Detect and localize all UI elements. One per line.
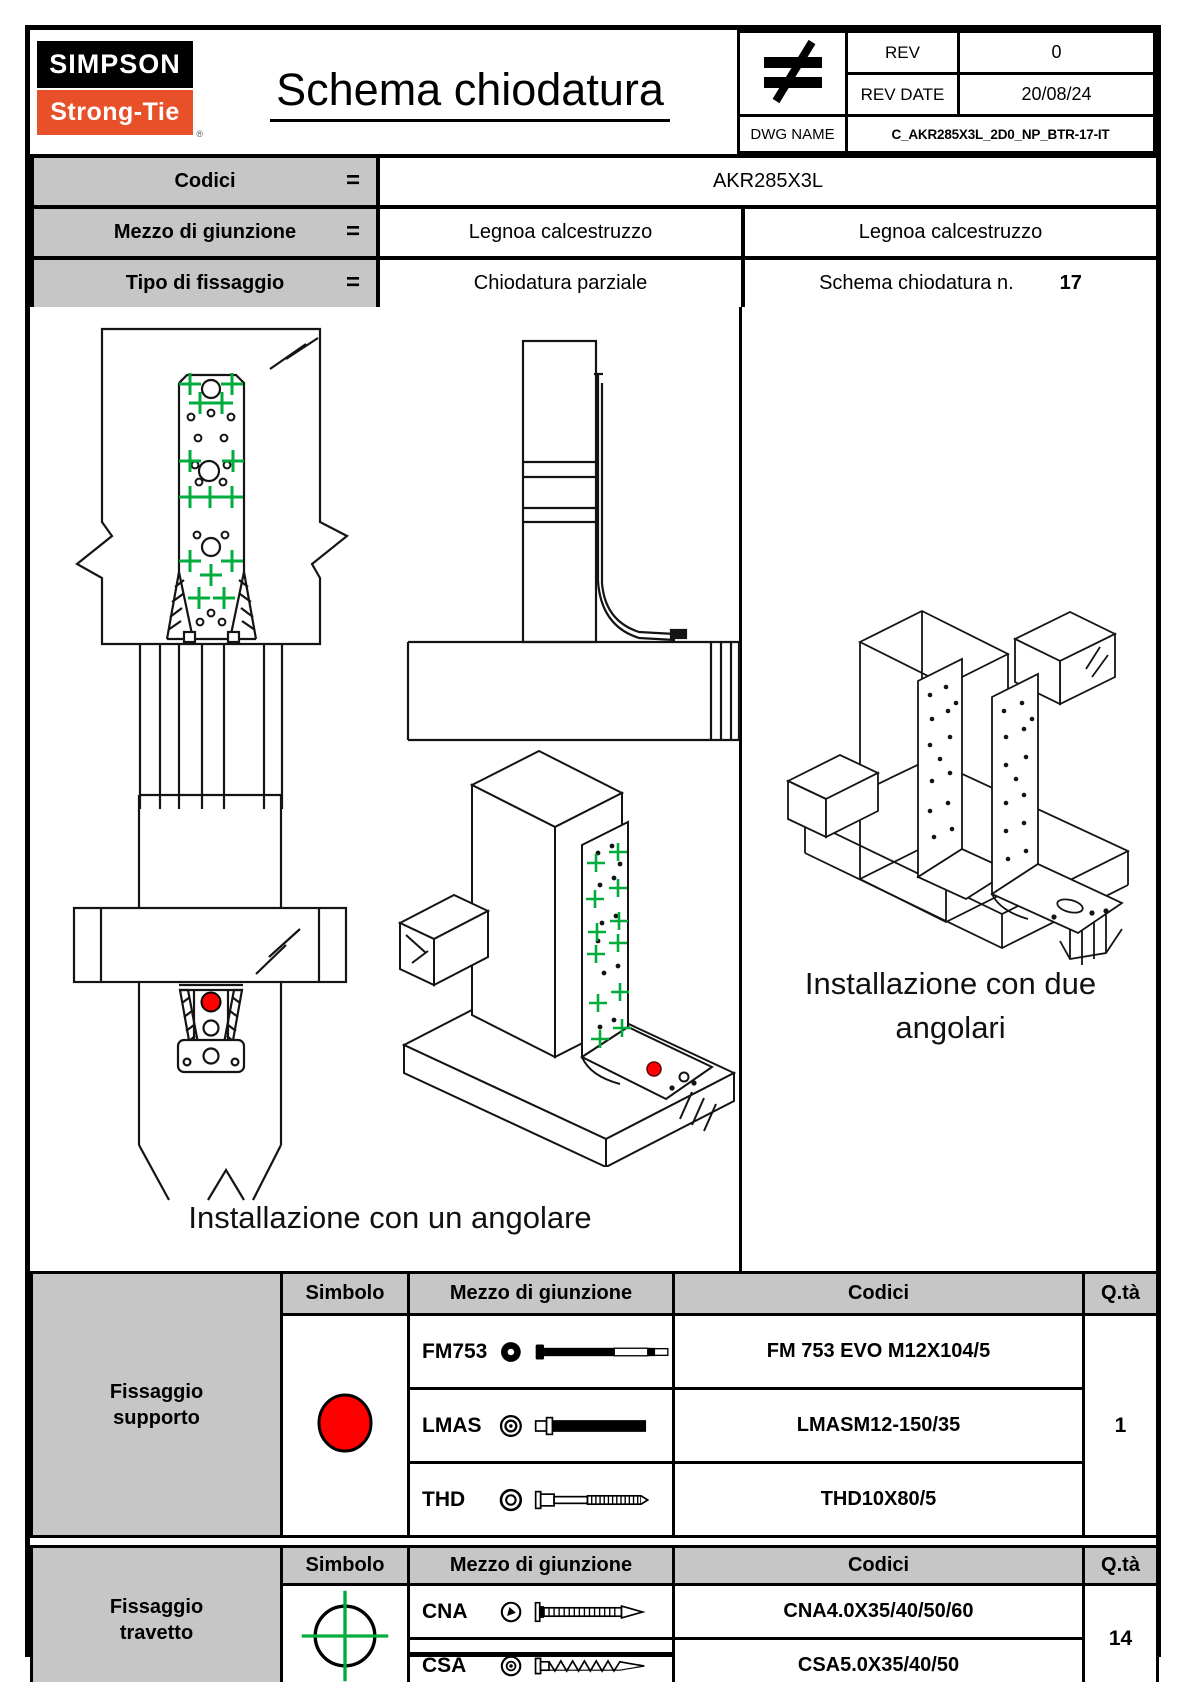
tipo-label-cell: Tipo di fissaggio = xyxy=(32,258,378,309)
rev-date-value: 20/08/24 xyxy=(959,74,1155,116)
equals-sign: = xyxy=(345,217,360,245)
nail-green-crosshair-icon xyxy=(295,1586,395,1682)
cna-nail-icon xyxy=(533,1599,672,1625)
tipo-value: Chiodatura parziale xyxy=(378,258,743,309)
cna-head-icon xyxy=(499,1599,523,1625)
side-view-drawing xyxy=(379,331,741,746)
schema-number-cell xyxy=(743,258,1158,309)
isometric-two-angles-drawing xyxy=(770,519,1160,974)
sheet-border xyxy=(25,25,1161,1677)
col-header-mezzo: Mezzo di giunzione xyxy=(409,1273,674,1315)
mezzo-cell-cna xyxy=(409,1585,674,1639)
mezzo-cell-fm753 xyxy=(409,1315,674,1389)
mezzo-label-cell: Mezzo di giunzione = xyxy=(32,207,378,258)
codici-value: AKR285X3L xyxy=(378,156,1158,207)
logo-strongtie-text: Strong-Tie xyxy=(37,90,193,135)
registered-trademark: ® xyxy=(196,129,203,139)
schema-number-value: 17 xyxy=(1059,272,1082,294)
product-info-table xyxy=(30,154,1160,311)
simpson-strongtie-logo xyxy=(37,41,203,139)
thd-screw-icon xyxy=(534,1486,672,1514)
codici-label-cell: Codici = xyxy=(32,156,378,207)
not-equal-icon xyxy=(755,38,831,104)
fissaggio-travetto-table xyxy=(30,1545,1159,1682)
anchor-position-marker xyxy=(202,993,221,1012)
dwg-name-label: DWG NAME xyxy=(739,116,847,153)
supporto-qty: 1 xyxy=(1084,1315,1158,1537)
mezzo-value-1: Legnoa calcestruzzo xyxy=(378,207,743,258)
fastener-name: CNA xyxy=(422,1599,468,1623)
rev-date-label: REV DATE xyxy=(847,74,959,116)
front-view-drawing xyxy=(60,317,360,817)
not-equal-symbol-cell xyxy=(739,32,847,116)
rev-value: 0 xyxy=(959,32,1155,74)
col-header-codici: Codici xyxy=(674,1547,1084,1585)
rev-label: REV xyxy=(847,32,959,74)
travetto-symbol-cell xyxy=(282,1585,409,1682)
group-label-supporto: Fissaggio supporto xyxy=(32,1273,282,1537)
fastener-name: THD xyxy=(422,1487,466,1511)
fissaggio-supporto-table xyxy=(30,1271,1159,1538)
travetto-qty: 14 xyxy=(1084,1585,1158,1682)
title-block xyxy=(30,30,1156,159)
fm753-bolt-icon xyxy=(534,1338,672,1366)
fastener-name: CSA xyxy=(422,1653,467,1677)
anchor-red-circle-icon xyxy=(311,1388,379,1458)
code-csa: CSA5.0X35/40/50 xyxy=(674,1639,1084,1682)
col-header-simbolo: Simbolo xyxy=(282,1273,409,1315)
drawing-area xyxy=(30,307,1156,1271)
group-label-travetto: Fissaggio travetto xyxy=(32,1547,282,1682)
logo-simpson-text: SIMPSON xyxy=(37,41,193,88)
anchor-position-marker xyxy=(647,1062,661,1076)
mezzo-value-2: Legnoa calcestruzzo xyxy=(743,207,1158,258)
code-fm753: FM 753 EVO M12X104/5 xyxy=(674,1315,1084,1389)
equals-sign: = xyxy=(345,166,360,194)
code-thd: THD10X80/5 xyxy=(674,1463,1084,1537)
col-header-mezzo: Mezzo di giunzione xyxy=(409,1547,674,1585)
dwg-name-value: C_AKR285X3L_2D0_NP_BTR-17-IT xyxy=(847,116,1155,153)
equals-sign: = xyxy=(345,268,360,296)
lmas-head-icon xyxy=(498,1412,524,1440)
caption-one-angle: Installazione con un angolare xyxy=(188,1200,592,1235)
supporto-symbol-cell xyxy=(282,1315,409,1537)
fm753-head-icon xyxy=(498,1338,524,1366)
revision-table xyxy=(737,30,1156,154)
fastener-name: FM753 xyxy=(422,1339,488,1363)
mezzo-cell-thd xyxy=(409,1463,674,1537)
csa-screw-icon xyxy=(533,1653,672,1679)
page-title: Schema chiodatura xyxy=(210,64,730,116)
mezzo-cell-csa xyxy=(409,1639,674,1682)
isometric-one-angle-drawing xyxy=(392,727,740,1167)
thd-head-icon xyxy=(498,1486,524,1514)
code-cna: CNA4.0X35/40/50/60 xyxy=(674,1585,1084,1639)
col-header-simbolo: Simbolo xyxy=(282,1547,409,1585)
lmas-bolt-icon xyxy=(534,1412,672,1440)
nail-position-markers xyxy=(179,373,244,609)
schema-number-label: Schema chiodatura n. xyxy=(819,272,1014,294)
code-lmas: LMASM12-150/35 xyxy=(674,1389,1084,1463)
fastener-name: LMAS xyxy=(422,1413,482,1437)
caption-two-angles: Installazione con due angolari xyxy=(804,966,1097,1045)
plan-view-drawing xyxy=(66,785,356,1205)
col-header-qty: Q.tà xyxy=(1084,1547,1158,1585)
col-header-codici: Codici xyxy=(674,1273,1084,1315)
mezzo-cell-lmas xyxy=(409,1389,674,1463)
col-header-qty: Q.tà xyxy=(1084,1273,1158,1315)
csa-head-icon xyxy=(499,1653,523,1679)
